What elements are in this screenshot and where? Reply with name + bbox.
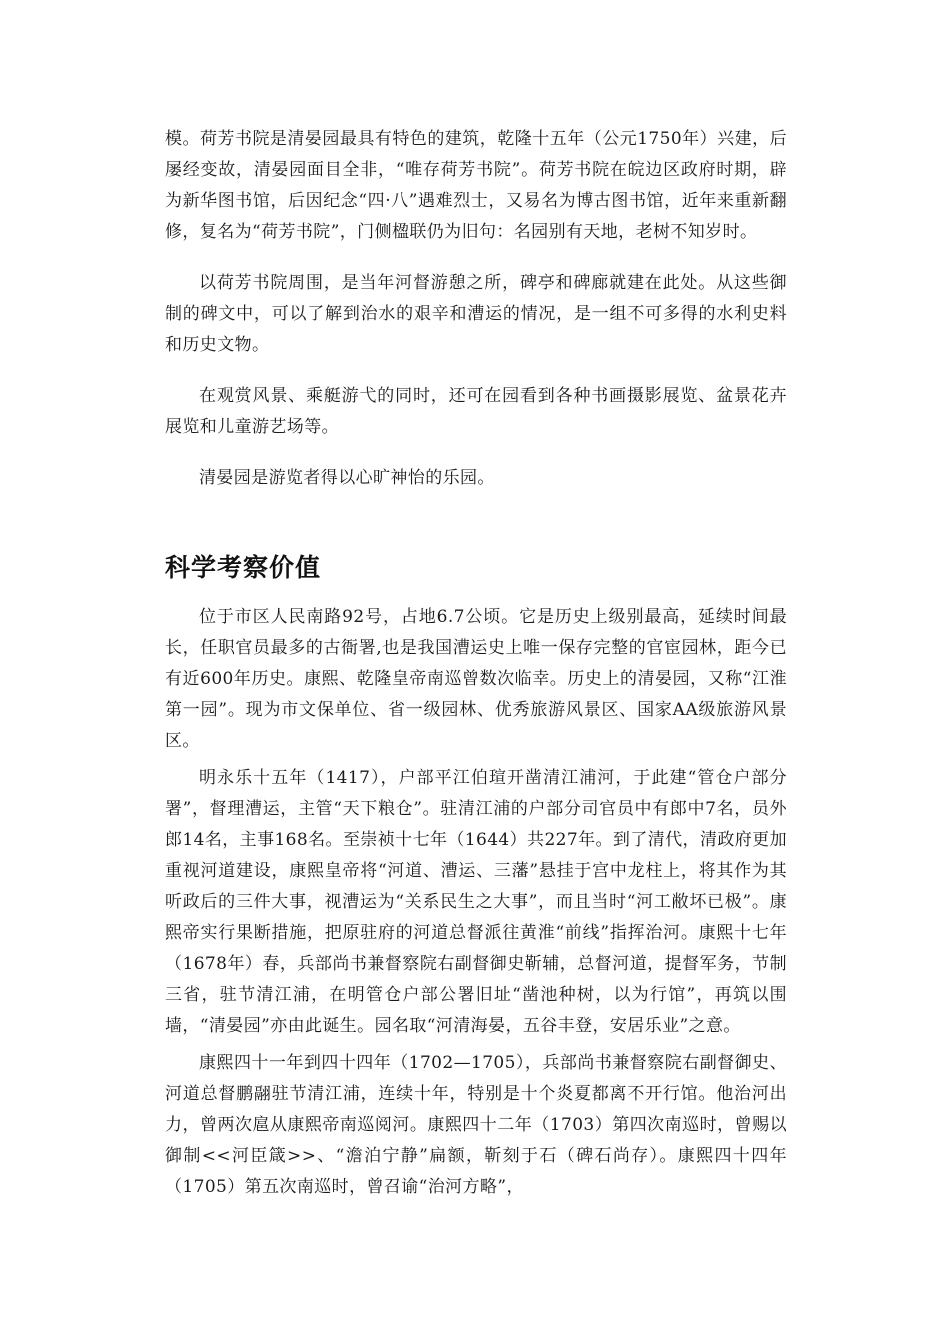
document-body (165, 124, 787, 1203)
paragraph-paradise: 清晏园是游览者得以心旷神怡的乐园。 (199, 468, 495, 488)
paragraph-kangxi-history: 康熙四十一年到四十四年（1702—1705），兵部尚书兼督察院右副督御史、河道总督鹏翮驻节清江浦，连续十年，特别是十个炎夏都离不开行馆。他治河出力，曾两次扈从康熙帝南巡阅河。康熙四十二年（1703）第四次南巡时，曾赐以御制<<河臣箴>>、“澹泊宁静”扁额，靳刻于石（碑石尚存）。康熙四十四年（1705）第五次南巡时，曾召谕“治河方略”， (165, 1053, 787, 1197)
paragraph-hefang-academy: 模。荷芳书院是清晏园最具有特色的建筑，乾隆十五年（公元1750年）兴建，后屡经变故，清晏园面目全非，“唯存荷芳书院”。荷芳书院在皖边区政府时期，辟为新华图书馆，后因纪念“四·八”遇难烈士，又易名为博古图书馆，近年来重新翻修，复名为“荷芳书院”，门侧楹联仍为旧句：名园别有天地，老树不知岁时。 (165, 129, 787, 242)
paragraph-location: 位于市区人民南路92号，占地6.7公顷。它是历史上级别最高，延续时间最长，任职官员最多的古衙署,也是我国漕运史上唯一保存完整的官宦园林，距今已有近600年历史。康熙、乾隆皇帝南巡曾数次临幸。历史上的清晏园，又称“江淮第一园”。现为市文保单位、省一级园林、优秀旅游风景区、国家AA级旅游风景区。 (165, 607, 787, 751)
paragraph-ming-history: 明永乐十五年（1417），户部平江伯瑄开凿清江浦河，于此建“管仓户部分署”，督理漕运，主管“天下粮仓”。驻清江浦的户部分司官员中有郎中7名，员外郎14名，主事168名。至崇祯十七年（1644）共227年。到了清代，清政府更加重视河道建设，康熙皇帝将“河道、漕运、三藩”悬挂于宫中龙柱上，将其作为其听政后的三件大事，视漕运为“关系民生之大事”，而且当时“河工敝坏已极”。康熙帝实行果断措施，把原驻府的河道总督派往黄淮“前线”指挥治河。康熙十七年（1678年）春，兵部尚书兼督察院右副督御史靳辅，总督河道，提督军务，节制三省，驻节清江浦，在明管仓户部公署旧址“凿池种树，以为行馆”，再筑以围墙，“清晏园”亦由此诞生。园名取“河清海晏，五谷丰登，安居乐业”之意。 (165, 768, 787, 1036)
paragraph-exhibitions: 在观赏风景、乘艇游弋的同时，还可在园看到各种书画摄影展览、盆景花卉展览和儿童游艺场等。 (165, 386, 787, 437)
section-heading: 科学考察价值 (165, 553, 322, 582)
paragraph-stele-pavilion: 以荷芳书院周围，是当年河督游憩之所，碑亭和碑廊就建在此处。从这些御制的碑文中，可以了解到治水的艰辛和漕运的情况，是一组不可多得的水利史料和历史文物。 (165, 273, 787, 355)
